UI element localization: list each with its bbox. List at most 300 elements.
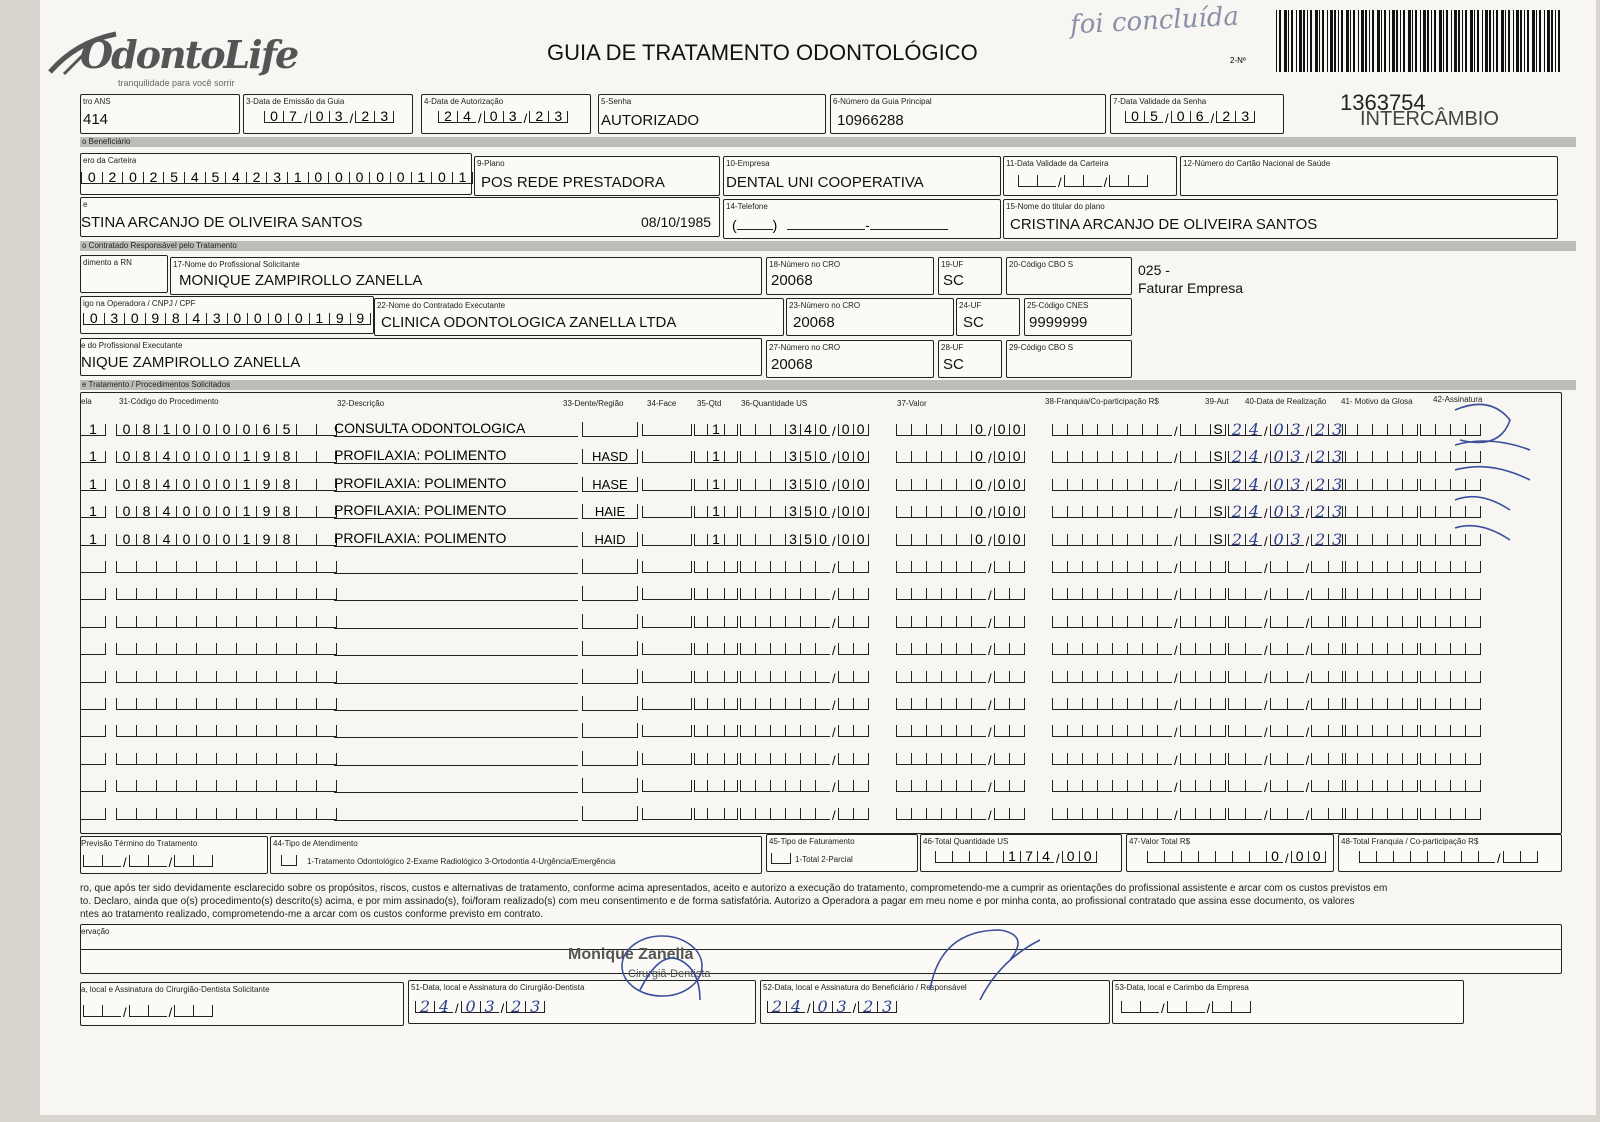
date-separator: /	[1174, 643, 1178, 659]
faturar-code: 025 -	[1138, 262, 1170, 278]
digit-cell: 4	[184, 172, 205, 184]
digit-cell: 2	[1311, 506, 1328, 518]
digit-cell: 0	[196, 506, 216, 518]
digit-cell: 0	[838, 534, 853, 546]
digit-cell: 5	[800, 479, 815, 491]
digit-cell: 8	[136, 424, 156, 436]
digit-cell: 9	[256, 534, 276, 546]
digit-cell: 3	[785, 506, 800, 518]
digit-cell: 2	[1228, 506, 1245, 518]
field-cns: 12-Número do Cartão Nacional de Saúde	[1180, 156, 1558, 196]
digit-cell: 0	[1009, 424, 1025, 436]
digit-cell: 1	[707, 451, 724, 463]
field-nome-beneficiario: e STINA ARCANJO DE OLIVEIRA SANTOS 08/10/1985	[80, 197, 720, 237]
profissional-executante-value: NIQUE ZAMPIROLLO ZANELLA	[81, 354, 301, 371]
digit-cell: 2	[246, 172, 267, 184]
digit-cell: 0	[116, 479, 136, 491]
date-separator: /	[1264, 588, 1268, 604]
digit-cell: 0	[116, 424, 136, 436]
signature-scribbles-icon	[40, 0, 1596, 1115]
digit-cell: 7	[283, 111, 302, 123]
declaration-line-1: ro, que após ter sido devidamente esclarecido sobre os propósitos, riscos, custos e alternativas de tratamento, conforme acima apresentados, aceito e autorizo a execução do tratamento, comprometendo-me a cumprir as orientações do profissional assistente e arcar com os custos previstos em	[80, 883, 1388, 894]
digit-cell: 4	[800, 424, 815, 436]
field-validade-carteira: 11-Data Validade da Carteira / /	[1003, 156, 1177, 196]
digit-cell: 0	[196, 534, 216, 546]
cro18-value: 20068	[771, 272, 813, 289]
field-cro23: 23-Número no CRO 20068	[786, 298, 954, 336]
digit-cell: 0	[122, 172, 143, 184]
date-separator: /	[1264, 561, 1268, 576]
date-separator: /	[168, 1005, 173, 1020]
digit-cell: 3	[1287, 451, 1304, 463]
digit-cell: 0	[390, 172, 411, 184]
digit-cell: 0	[268, 313, 289, 325]
date-separator: /	[1174, 451, 1178, 467]
digit-cell: 2	[1311, 479, 1328, 491]
digit-cell: 2	[1228, 479, 1245, 491]
field-tipo-faturamento: 45-Tipo de Faturamento 1-Total 2-Parcial	[766, 834, 918, 872]
digit-cell: 0	[328, 172, 349, 184]
date-separator: /	[1264, 451, 1268, 467]
date-separator: /	[1264, 725, 1268, 741]
digit-cell: 9	[256, 506, 276, 518]
digit-cell: 0	[1308, 851, 1326, 863]
digit-cell: 5	[163, 172, 184, 184]
plano-value: POS REDE PRESTADORA	[481, 174, 665, 191]
digit-cell: 2	[415, 1001, 434, 1013]
digit-cell: 3	[785, 451, 800, 463]
procedure-dente: HASD	[582, 449, 638, 464]
digit-cell: 0	[176, 451, 196, 463]
registro-ans-value: 414	[83, 111, 109, 128]
digit-cell: 0	[853, 479, 869, 491]
date-separator: /	[988, 643, 992, 659]
field-guia-principal: 6-Número da Guia Principal 10966288	[830, 94, 1106, 134]
field-profissional-executante: e do Profissional Executante NIQUE ZAMPIROLLO ZANELLA	[80, 338, 762, 376]
digit-cell: 2	[1228, 424, 1245, 436]
field-executante: 22-Nome do Contratado Executante CLINICA ODONTOLOGICA ZANELLA LTDA	[374, 298, 784, 336]
digit-cell: 9	[256, 451, 276, 463]
digit-cell: 0	[216, 451, 236, 463]
date-separator: /	[304, 111, 308, 126]
digit-cell: 0	[1291, 851, 1308, 863]
field-registro-ans: tro ANS 414	[80, 94, 240, 134]
digit-cell: 0	[838, 506, 853, 518]
digit-cell: 0	[1266, 851, 1283, 863]
digit-cell: 2	[1228, 534, 1245, 546]
digit-cell: 0	[815, 506, 830, 518]
digit-cell: 3	[785, 534, 800, 546]
digit-cell: 1	[80, 451, 106, 463]
digit-cell: 6	[256, 424, 276, 436]
date-separator: /	[988, 451, 992, 467]
date-separator: /	[1497, 851, 1501, 866]
procedure-description: PROFILAXIA: POLIMENTO	[334, 502, 578, 519]
procedure-description: PROFILAXIA: POLIMENTO	[334, 530, 578, 547]
digit-cell: 0	[116, 534, 136, 546]
date-separator: /	[1174, 588, 1178, 604]
field-cbo20: 20-Código CBO S	[1006, 257, 1132, 295]
date-separator: /	[1056, 851, 1060, 866]
field-titular: 15-Nome do titular do plano CRISTINA ARCANJO DE OLIVEIRA SANTOS	[1003, 199, 1558, 239]
digit-cell: 3	[1287, 424, 1304, 436]
date-separator: /	[1174, 561, 1178, 576]
digit-cell: 1	[287, 172, 308, 184]
digit-cell: 0	[369, 172, 390, 184]
field-valor-total: 47-Valor Total R$ 0 / 0 0	[1126, 834, 1334, 872]
field-assinatura-beneficiario: 52-Data, local e Assinatura do Beneficiário / Responsável 2 4 / 0 3 / 2 3	[760, 980, 1110, 1024]
date-separator: /	[832, 698, 836, 713]
digit-cell: 0	[853, 424, 869, 436]
date-separator: /	[478, 111, 482, 126]
date-separator: /	[832, 533, 836, 549]
faturar-empresa: Faturar Empresa	[1138, 280, 1244, 296]
digit-cell: 1	[707, 424, 724, 436]
digit-cell: 0	[196, 451, 216, 463]
date-separator: /	[1264, 478, 1268, 494]
field-uf24: 24-UF SC	[956, 298, 1020, 336]
field-total-franquia: 48-Total Franquia / Co-participação R$ /	[1338, 834, 1562, 872]
digit-cell: 4	[1245, 479, 1262, 491]
digit-cell: 0	[994, 506, 1009, 518]
digit-cell: 2	[1311, 534, 1328, 546]
date-separator: /	[988, 670, 992, 686]
digit-cell: 0	[853, 451, 869, 463]
uf28-value: SC	[943, 356, 964, 373]
digit-cell: 0	[247, 313, 268, 325]
date-separator: /	[1305, 588, 1310, 604]
date-separator: /	[832, 506, 836, 522]
band-procedimentos: e Tratamento / Procedimentos Solicitados	[80, 380, 1576, 390]
digit-cell: S	[1210, 451, 1226, 463]
digit-cell: 1	[156, 424, 176, 436]
digit-cell: 0	[1270, 534, 1287, 546]
date-separator: /	[1305, 533, 1310, 549]
guia-principal-value: 10966288	[837, 112, 904, 129]
digit-cell: 0	[176, 479, 196, 491]
date-separator: /	[1264, 670, 1268, 686]
digit-cell: 4	[1245, 506, 1262, 518]
digit-cell: 0	[1009, 534, 1025, 546]
logo-tagline: tranquilidade para você sorrir	[118, 78, 235, 88]
digit-cell: 0	[1009, 506, 1025, 518]
date-separator: /	[1174, 698, 1178, 713]
date-separator: /	[1174, 670, 1178, 686]
digit-cell: 4	[1245, 534, 1262, 546]
digit-cell: 8	[136, 451, 156, 463]
uf19-value: SC	[943, 272, 964, 289]
date-separator: /	[988, 807, 992, 823]
digit-cell: 0	[484, 111, 503, 123]
date-separator: /	[523, 111, 528, 126]
field-uf28: 28-UF SC	[938, 340, 1002, 378]
digit-cell: 2	[355, 111, 374, 123]
digit-cell: 0	[813, 1001, 832, 1013]
digit-cell: 3	[1328, 479, 1346, 491]
digit-cell: 2	[143, 172, 164, 184]
field-cbo29: 29-Código CBO S	[1006, 340, 1132, 378]
date-separator: /	[988, 698, 992, 713]
digit-cell: 2	[438, 111, 457, 123]
digit-cell: 1	[236, 451, 256, 463]
date-separator: /	[1174, 725, 1178, 741]
digit-cell: 2	[1216, 111, 1235, 123]
digit-cell: 4	[225, 172, 246, 184]
digit-cell: 0	[815, 424, 830, 436]
date-separator: /	[1305, 424, 1310, 439]
date-separator: /	[832, 424, 836, 439]
date-separator: /	[500, 1001, 505, 1016]
digit-cell: 0	[1062, 851, 1079, 863]
digit-cell: 0	[176, 424, 196, 436]
digit-cell: 0	[971, 424, 986, 436]
date-separator: /	[988, 424, 992, 439]
procedures-table: ela 31-Código do Procedimento 32-Descrição 33-Dente/Região 34-Face 35-Qtd 36-Quantidade US 37-Valor 38-Franquia/Co-participação R$ 39-Aut 40-Data de Realização 41- Motivo da Glosa 42-Assinatura	[80, 392, 1562, 834]
date-separator: /	[1305, 807, 1310, 823]
digit-cell: 0	[838, 479, 853, 491]
date-separator: /	[988, 752, 992, 768]
date-separator: /	[988, 561, 992, 576]
date-separator: /	[123, 1005, 127, 1020]
senha-value: AUTORIZADO	[601, 112, 700, 129]
digit-cell: 3	[1287, 479, 1304, 491]
digit-cell: 5	[205, 172, 226, 184]
digit-cell: 4	[156, 451, 176, 463]
digit-cell: 3	[1235, 111, 1255, 123]
digit-cell: 0	[971, 534, 986, 546]
date-separator: /	[1206, 1001, 1211, 1016]
digit-cell: 5	[800, 534, 815, 546]
date-separator: /	[1305, 780, 1310, 796]
digit-cell: 3	[206, 313, 227, 325]
date-separator: /	[988, 780, 992, 796]
digit-cell: 8	[276, 451, 296, 463]
date-separator: /	[832, 588, 836, 604]
digit-cell: 0	[349, 172, 370, 184]
field-carimbo-empresa: 53-Data, local e Carimbo da Empresa / /	[1112, 980, 1464, 1024]
digit-cell: 3	[548, 111, 568, 123]
date-separator: /	[832, 561, 836, 576]
digit-cell: 1	[236, 534, 256, 546]
digit-cell: 0	[308, 172, 329, 184]
cro23-value: 20068	[793, 314, 835, 331]
guia-label: 2-Nº	[1230, 56, 1246, 65]
digit-cell: 3	[1328, 506, 1346, 518]
field-carteira: ero da Carteira 0 2 0 2 5 4 5 4 2 3 1 0 0 0 0 0 1 0 1	[80, 153, 472, 195]
digit-cell: 3	[1328, 451, 1346, 463]
digit-cell: 8	[136, 506, 156, 518]
date-separator: /	[1305, 670, 1310, 686]
date-separator: /	[1174, 506, 1178, 522]
data-nascimento-value: 08/10/1985	[641, 214, 712, 230]
digit-cell: 0	[216, 534, 236, 546]
digit-cell: 0	[1079, 851, 1097, 863]
date-separator: /	[1264, 615, 1268, 631]
logo-text: OdontoLife	[80, 32, 298, 77]
declaration-line-3: ntes ao tratamento realizado, comprometendo-me a arcar com os custos conforme previsto em contrato.	[80, 909, 543, 920]
digit-cell: 2	[858, 1001, 877, 1013]
digit-cell: 0	[216, 424, 236, 436]
digit-cell: 1	[236, 506, 256, 518]
digit-cell: 4	[1245, 424, 1262, 436]
date-separator: /	[1264, 698, 1268, 713]
digit-cell: 1	[452, 172, 474, 184]
empresa-value: DENTAL UNI COOPERATIVA	[726, 174, 924, 191]
date-separator: /	[1103, 175, 1108, 190]
digit-cell: 0	[1125, 111, 1144, 123]
field-cnpj: igo na Operadora / CNPJ / CPF 0 3 0 9 8 4 3 0 0 0 0 1 9 9	[80, 296, 374, 334]
date-separator: /	[832, 478, 836, 494]
digit-cell: 0	[227, 313, 248, 325]
executante-value: CLINICA ODONTOLOGICA ZANELLA LTDA	[381, 314, 677, 331]
field-assinatura-solicitante: a, local e Assinatura do Cirurgião-Dentista Solicitante / /	[80, 982, 404, 1026]
digit-cell: 1	[707, 534, 724, 546]
digit-cell: 0	[815, 451, 830, 463]
digit-cell: 0	[83, 313, 104, 325]
digit-cell: 0	[1171, 111, 1190, 123]
telefone-cells: ( ) -	[732, 217, 948, 233]
digit-cell: 2	[102, 172, 123, 184]
date-separator: /	[832, 643, 836, 659]
solicitante-value: MONIQUE ZAMPIROLLO ZANELLA	[179, 272, 423, 289]
digit-cell: 5	[800, 451, 815, 463]
digit-cell: 0	[971, 479, 986, 491]
date-separator: /	[1305, 506, 1310, 522]
digit-cell: 4	[786, 1001, 805, 1013]
digit-cell: 2	[506, 1001, 525, 1013]
digit-cell: 3	[785, 424, 800, 436]
field-plano: 9-Plano POS REDE PRESTADORA	[474, 156, 720, 196]
digit-cell: 8	[276, 534, 296, 546]
procedure-dente: HAID	[582, 532, 638, 547]
date-separator: /	[1174, 478, 1178, 494]
date-separator: /	[1264, 807, 1268, 823]
digit-cell: S	[1210, 534, 1226, 546]
digit-cell: 7	[1020, 851, 1037, 863]
cro27-value: 20068	[771, 356, 813, 373]
field-cnes: 25-Código CNES 9999999	[1024, 298, 1132, 336]
digit-cell: 1	[707, 479, 724, 491]
digit-cell: 2	[1311, 451, 1328, 463]
digit-cell: 0	[994, 479, 1009, 491]
date-separator: /	[455, 1001, 459, 1016]
digit-cell: 0	[853, 534, 869, 546]
field-cro27: 27-Número no CRO 20068	[766, 340, 934, 378]
digit-cell: 0	[1270, 479, 1287, 491]
digit-cell: 9	[350, 313, 372, 325]
date-separator: /	[1174, 807, 1178, 823]
procedure-dente: HASE	[582, 477, 638, 492]
digit-cell: 1	[80, 479, 106, 491]
digit-cell: 0	[815, 534, 830, 546]
digit-cell: 3	[1287, 534, 1304, 546]
band-beneficiario: o Beneficiário	[80, 137, 1576, 147]
digit-cell: 0	[971, 506, 986, 518]
digit-cell: 0	[176, 506, 196, 518]
digit-cell: 3	[374, 111, 394, 123]
digit-cell: 8	[276, 506, 296, 518]
digit-cell: 3	[480, 1001, 499, 1013]
procedure-description: PROFILAXIA: POLIMENTO	[334, 447, 578, 464]
digit-cell: 0	[994, 451, 1009, 463]
date-separator: /	[1174, 780, 1178, 796]
digit-cell: 0	[310, 111, 329, 123]
date-separator: /	[1305, 451, 1310, 467]
digit-cell: 4	[1037, 851, 1054, 863]
digit-cell: 0	[1270, 451, 1287, 463]
date-separator: /	[852, 1001, 857, 1016]
date-separator: /	[1264, 752, 1268, 768]
date-separator: /	[1210, 111, 1215, 126]
field-validade-senha: 7-Data Validade da Senha 0 5 / 0 6 / 2 3	[1110, 94, 1284, 134]
field-empresa: 10-Empresa DENTAL UNI COOPERATIVA	[723, 156, 1001, 196]
date-separator: /	[832, 670, 836, 686]
date-separator: /	[1305, 561, 1310, 576]
digit-cell: 5	[800, 506, 815, 518]
digit-cell: 0	[236, 424, 256, 436]
date-separator: /	[832, 451, 836, 467]
field-uf19: 19-UF SC	[938, 257, 1002, 295]
digit-cell: 0	[176, 534, 196, 546]
digit-cell: 1	[1003, 851, 1020, 863]
guia-number: 1363754	[1340, 90, 1426, 115]
digit-cell: 1	[236, 479, 256, 491]
digit-cell: 2	[1228, 451, 1245, 463]
guia-sheet	[40, 0, 1596, 1115]
digit-cell: 6	[1190, 111, 1209, 123]
digit-cell: S	[1210, 506, 1226, 518]
field-data-autorizacao: 4-Data de Autorização 2 4 / 0 3 / 2 3	[421, 94, 591, 134]
stamp-name: Monique Zanella	[568, 946, 694, 963]
digit-cell: 9	[256, 479, 276, 491]
digit-cell: 0	[216, 506, 236, 518]
digit-cell: 3	[1287, 506, 1304, 518]
date-separator: /	[1174, 752, 1178, 768]
digit-cell: 0	[81, 172, 102, 184]
band-contratado: o Contratado Responsável pelo Tratamento	[80, 241, 1576, 251]
digit-cell: 0	[461, 1001, 480, 1013]
digit-cell: 4	[457, 111, 476, 123]
date-separator: /	[1264, 533, 1268, 549]
date-separator: /	[1305, 478, 1310, 494]
digit-cell: 9	[145, 313, 166, 325]
date-separator: /	[988, 615, 992, 631]
digit-cell: 0	[196, 479, 216, 491]
date-separator: /	[832, 725, 836, 741]
digit-cell: 0	[196, 424, 216, 436]
digit-cell: 8	[276, 479, 296, 491]
digit-cell: 3	[104, 313, 125, 325]
document-title: GUIA DE TRATAMENTO ODONTOLÓGICO	[547, 40, 978, 65]
date-separator: /	[123, 855, 127, 870]
digit-cell: 0	[124, 313, 145, 325]
field-total-us: 46-Total Quantidade US 1 7 4 / 0 0	[920, 834, 1122, 872]
digit-cell: 0	[116, 506, 136, 518]
date-separator: /	[988, 725, 992, 741]
digit-cell: 0	[1270, 506, 1287, 518]
date-separator: /	[832, 807, 836, 823]
date-separator: /	[1174, 533, 1178, 549]
date-separator: /	[168, 855, 173, 870]
handwritten-note: foi concluída	[1069, 1, 1240, 41]
digit-cell: 1	[80, 424, 106, 436]
digit-cell: 3	[266, 172, 287, 184]
date-separator: /	[988, 533, 992, 549]
field-telefone: 14-Telefone ( ) -	[723, 199, 1001, 239]
date-separator: /	[1264, 780, 1268, 796]
digit-cell: 0	[853, 506, 869, 518]
date-separator: /	[807, 1001, 811, 1016]
